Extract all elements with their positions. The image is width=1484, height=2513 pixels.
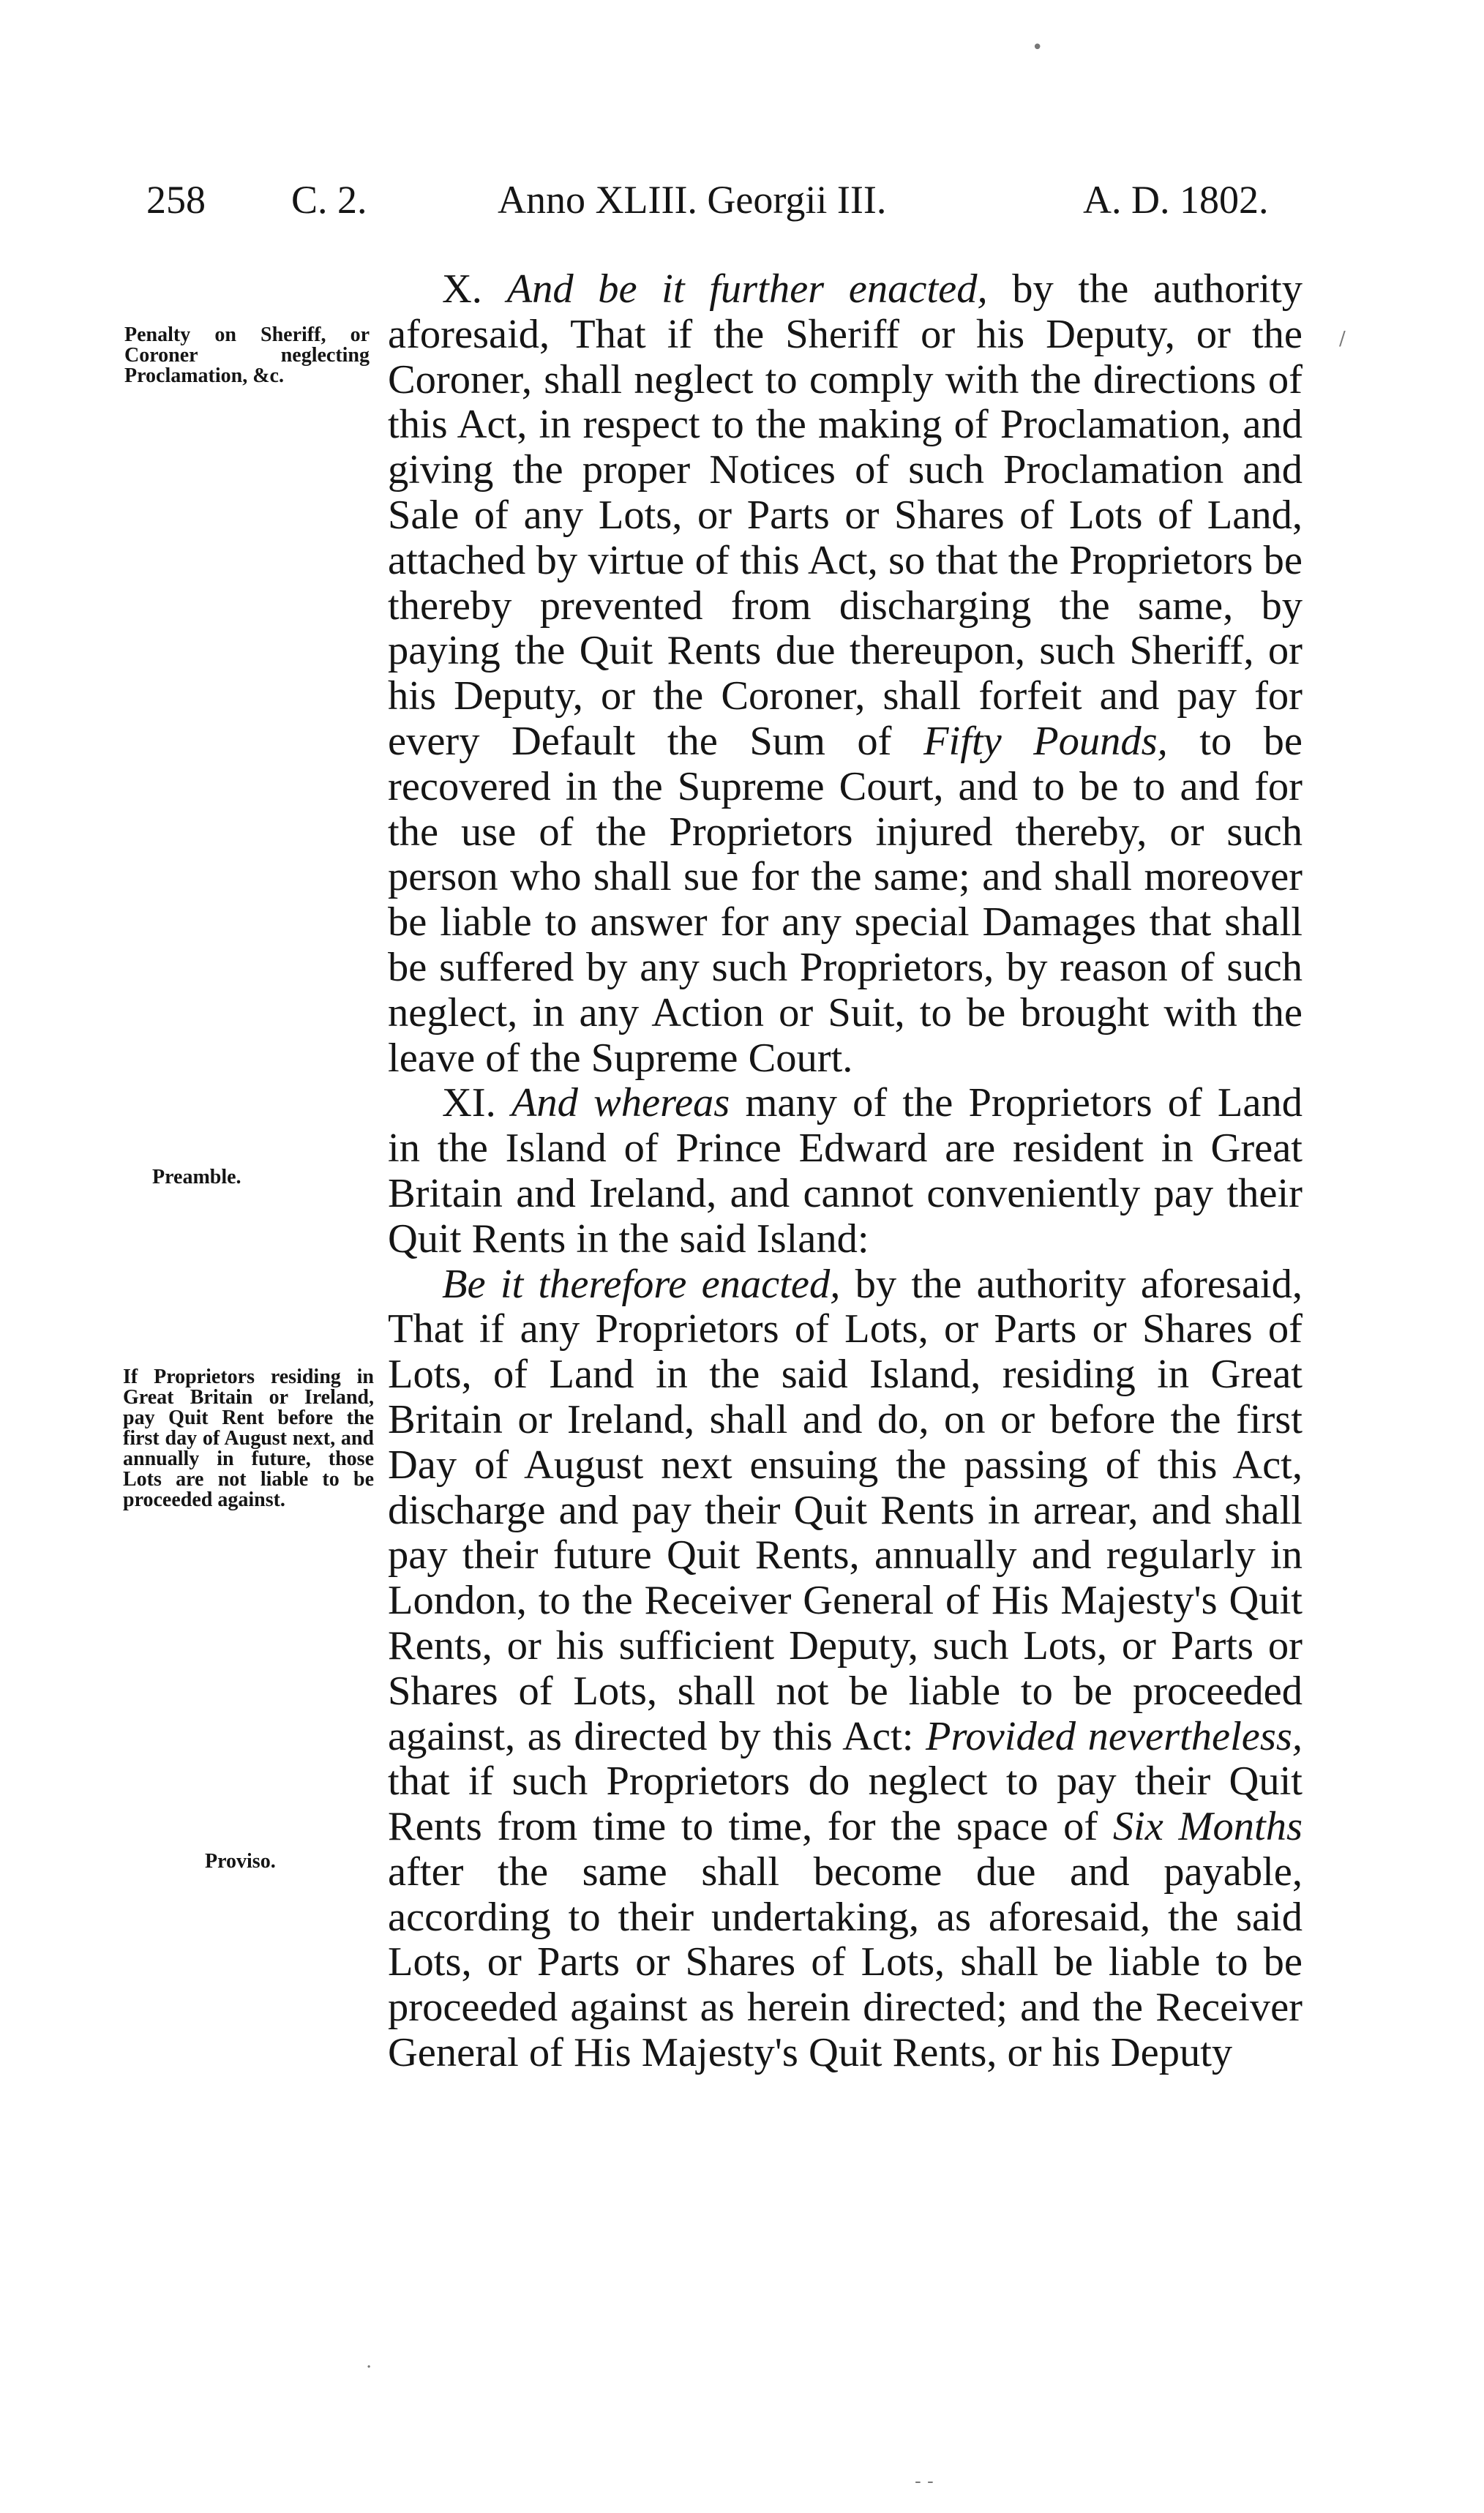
time-period: Six Months <box>1112 1804 1303 1850</box>
page-number: 258 <box>146 178 206 222</box>
ink-speck: - - <box>915 2471 934 2493</box>
section-x: X. And be it further enacted, by the authority aforesaid, That if the Sheriff or his Deputy, or the Coroner, shall neglect to comply with the directions of this Act, in respect to the making of Proclamation, and giving the proper Notices of such Proclamation and Sale of any Lots, or Parts or Shares of Lots of Land, attached by virtue of this Act, so that the Proprietors be thereby prevented from discharging the same, by paying the Quit Rents due thereupon, such Sheriff, or his Deputy, or the Coroner, shall forfeit and pay for every Default the Sum of Fifty Pounds, to be recovered in the Supreme Court, and to be to and for the use of the Proprietors injured thereby, or such person who shall sue for the same; and shall moreover be liable to answer for any special Damages that shall be suffered by any such Proprietors, by reason of such neglect, in any Action or Suit, to be brought with the leave of the Supreme Court. <box>388 266 1303 1081</box>
margin-note-penalty: Penalty on Sheriff, or Coroner neglecting Proclamation, &c. <box>124 323 370 387</box>
running-header <box>102 167 1303 233</box>
proviso-phrase: Provided nevertheless, <box>926 1713 1303 1759</box>
preamble-phrase: And whereas <box>511 1080 730 1126</box>
ink-speck: / <box>1339 328 1346 350</box>
section-xi-preamble: XI. And whereas many of the Proprietors of Land in the Island of Prince Edward are resident in Great Britain and Ireland, and cannot conveniently pay their Quit Rents in the said Island: <box>388 1080 1303 1262</box>
penalty-sum: Fifty Pounds, <box>923 718 1168 764</box>
ink-speck: • <box>1032 37 1043 59</box>
ink-speck: · <box>366 2356 372 2378</box>
margin-note-preamble: Preamble. <box>152 1166 241 1188</box>
regnal-year: Anno XLIII. Georgii III. <box>498 178 887 222</box>
margin-note-proprietors: If Proprietors residing in Great Britain or Ireland, pay Quit Rent before the first day of August next, and annually in future, those Lots are not liable to be proceeded against. <box>123 1366 374 1511</box>
section-number: X. <box>442 266 482 312</box>
margin-note-proviso: Proviso. <box>205 1850 276 1873</box>
section-number: XI. <box>442 1080 496 1126</box>
calendar-year: A. D. 1802. <box>1083 178 1269 222</box>
enacting-phrase: Be it therefore enacted, <box>442 1261 841 1307</box>
chapter-number: C. 2. <box>291 178 367 222</box>
section-xi-enactment: Be it therefore enacted, by the authority aforesaid, That if any Proprietors of Lots, or Parts or Shares of Lots, of Land in the said Island, residing in Great Britain or Ireland, shall and do, on or before the first Day of August next ensuing the passing of this Act, discharge and pay their Quit Rents in arrear, and shall pay their future Quit Rents, annually and regularly in London, to the Receiver General of His Majesty's Quit Rents, or his sufficient Deputy, such Lots, or Parts or Shares of Lots, shall not be liable to be proceeded against, as directed by this Act: Provided nevertheless, that if such Proprietors do neglect to pay their Quit Rents from time to time, for the space of Six Months after the same shall become due and payable, according to their undertaking, as aforesaid, the said Lots, or Parts or Shares of Lots, shall be liable to be proceeded against as herein directed; and the Receiver General of His Majesty's Quit Rents, or his Deputy <box>388 1261 1303 2076</box>
enacting-phrase: And be it further enacted, <box>506 266 988 312</box>
body-text <box>388 267 1303 2076</box>
